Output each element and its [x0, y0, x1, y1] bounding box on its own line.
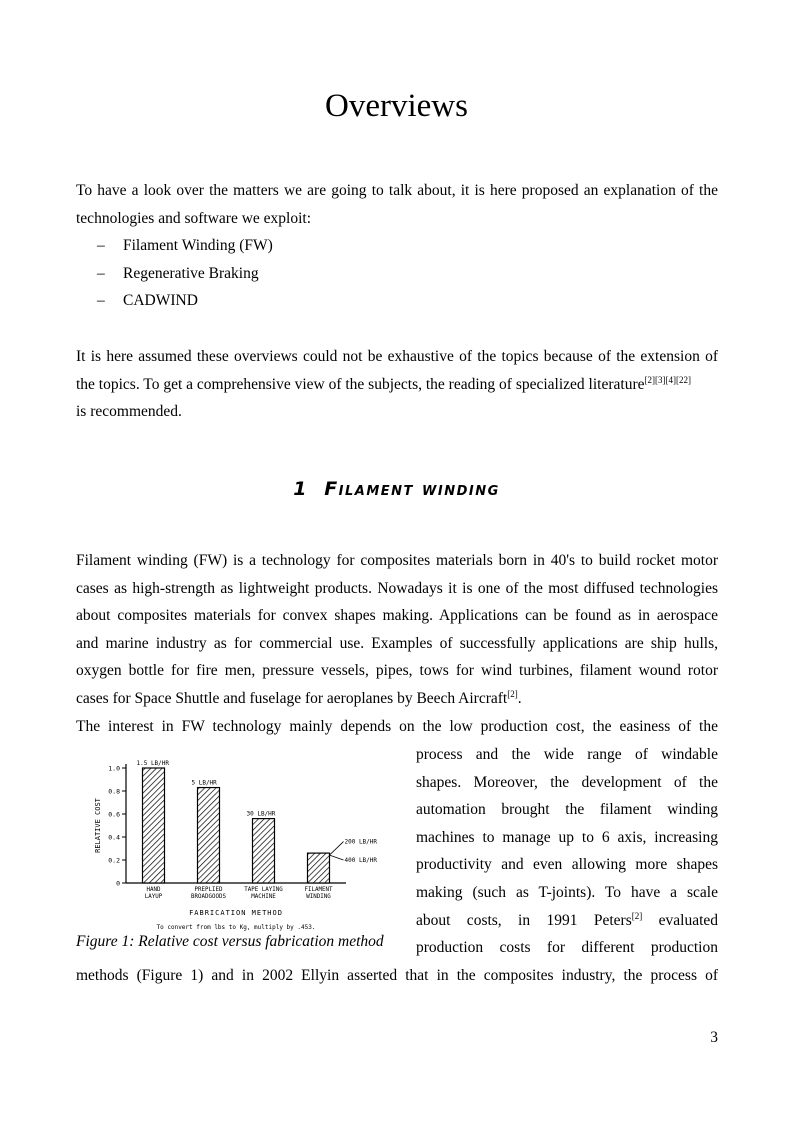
text-line: productivity and even allowing more shapes: [416, 856, 718, 874]
category-label: TAPE LAYING: [244, 887, 283, 893]
category-label: FILAMENT: [304, 887, 333, 893]
figure-caption: Figure 1: Relative cost versus fabrication method: [76, 933, 384, 950]
text-line: production costs for different production: [416, 939, 718, 957]
text-line: [76, 371, 718, 399]
annotation-label: 400 LB/HR: [344, 857, 378, 864]
fw-interest-wrapped-text: [416, 741, 718, 962]
list-item: [97, 260, 273, 288]
text-line: cases as high-strength as lightweight products. Nowadays it is one of the most diffused technologies: [76, 579, 718, 597]
text-line: about composites materials for convex shapes making. Applications can be found as in aerospace: [76, 607, 718, 625]
citation-ref: [2][3][4][22]: [644, 374, 691, 385]
y-tick-label: 0.6: [108, 810, 120, 819]
list-item-label: Regenerative Braking: [123, 264, 259, 282]
bar-label: 30 LB/HR: [246, 810, 276, 818]
category-label: HAND: [146, 887, 161, 893]
fw-interest-last-line: [76, 962, 718, 990]
figure-1: [76, 752, 406, 932]
bar: [198, 788, 220, 883]
text-line: The interest in FW technology mainly depends on the low production cost, the easiness of the: [76, 718, 718, 735]
citation-ref: [2]: [631, 910, 643, 921]
section-title: Filament winding: [324, 478, 500, 500]
section-heading: [0, 478, 793, 500]
text-run: cases for Space Shuttle and fuselage for aeroplanes by Beech Aircraft: [76, 689, 508, 707]
bullet-dash: –: [97, 237, 105, 254]
text-line: and marine industry as for commercial use. Examples of successfully applications are ship hulls,: [76, 634, 718, 652]
text-line: shapes. Moreover, the development of the: [416, 773, 718, 791]
category-label: PREPLIED: [194, 887, 223, 893]
text-line: Filament winding (FW) is a technology for composites materials born in 40's to build rocket motor: [76, 552, 718, 569]
text-run: .: [517, 689, 522, 707]
category-label: BROADGOODS: [191, 894, 226, 900]
text-line: making (such as T-joints). To have a scale: [416, 883, 718, 901]
list-item: [97, 232, 273, 260]
text-run: evaluated: [642, 911, 719, 929]
list-item: [97, 287, 273, 315]
y-tick-label: 1.0: [108, 764, 120, 773]
page-title: Overviews: [325, 88, 468, 124]
bullet-dash: –: [97, 292, 105, 310]
list-item-label: CADWIND: [123, 292, 198, 310]
text-line: process and the wide range of windable: [416, 746, 718, 763]
y-tick-label: 0.4: [108, 833, 120, 842]
category-label: MACHINE: [251, 894, 276, 900]
text-line: machines to manage up to 6 axis, increasing: [416, 828, 718, 846]
y-tick-label: 0.8: [108, 787, 120, 796]
x-axis-label: FABRICATION METHOD: [189, 909, 283, 917]
text-line: It is here assumed these overviews could not be exhaustive of the topics because of the extension of: [76, 348, 718, 365]
annotation-leader: [330, 855, 344, 860]
y-axis-label: RELATIVE COST: [94, 798, 102, 853]
category-label: LAYUP: [144, 894, 163, 900]
relative-cost-chart: [76, 752, 406, 932]
page-number: 3: [710, 1029, 718, 1046]
scope-paragraph: [76, 343, 718, 426]
annotation-label: 200 LB/HR: [344, 838, 378, 846]
bullet-list: [97, 232, 273, 315]
bullet-dash: –: [97, 264, 105, 282]
bar: [308, 853, 330, 883]
fw-intro-paragraph: [76, 547, 718, 713]
annotation-leader: [330, 842, 344, 856]
y-tick-label: 0: [116, 879, 120, 888]
citation-ref: [2]: [507, 688, 518, 699]
bar-label: 1.5 LB/HR: [136, 760, 170, 767]
text-line: is recommended.: [76, 403, 182, 421]
section-number: 1: [293, 478, 308, 500]
text-line: [76, 685, 718, 713]
text-line: [416, 907, 718, 935]
intro-paragraph: [76, 177, 718, 232]
text-run: the topics. To get a comprehensive view of the subjects, the reading of specialized literature: [76, 375, 645, 393]
chart-note: To convert from lbs to Kg, multiply by .453.: [156, 924, 316, 931]
list-item-label: Filament Winding (FW): [123, 237, 273, 254]
text-line: automation brought the filament winding: [416, 801, 718, 819]
bar: [143, 768, 165, 883]
y-tick-label: 0.2: [108, 856, 120, 865]
fw-interest-first-line: [76, 713, 718, 741]
text-line: technologies and software we exploit:: [76, 209, 312, 227]
text-run: about costs, in 1991 Peters: [416, 911, 632, 929]
text-line: To have a look over the matters we are going to talk about, it is here proposed an explanation of the: [76, 182, 718, 199]
text-line: oxygen bottle for fire men, pressure vessels, pipes, tows for wind turbines, filament wound rotor: [76, 662, 718, 680]
text-line: methods (Figure 1) and in 2002 Ellyin asserted that in the composites industry, the process of: [76, 967, 718, 984]
category-label: WINDING: [306, 894, 331, 900]
bar: [253, 819, 275, 883]
bar-label: 5 LB/HR: [191, 779, 217, 787]
